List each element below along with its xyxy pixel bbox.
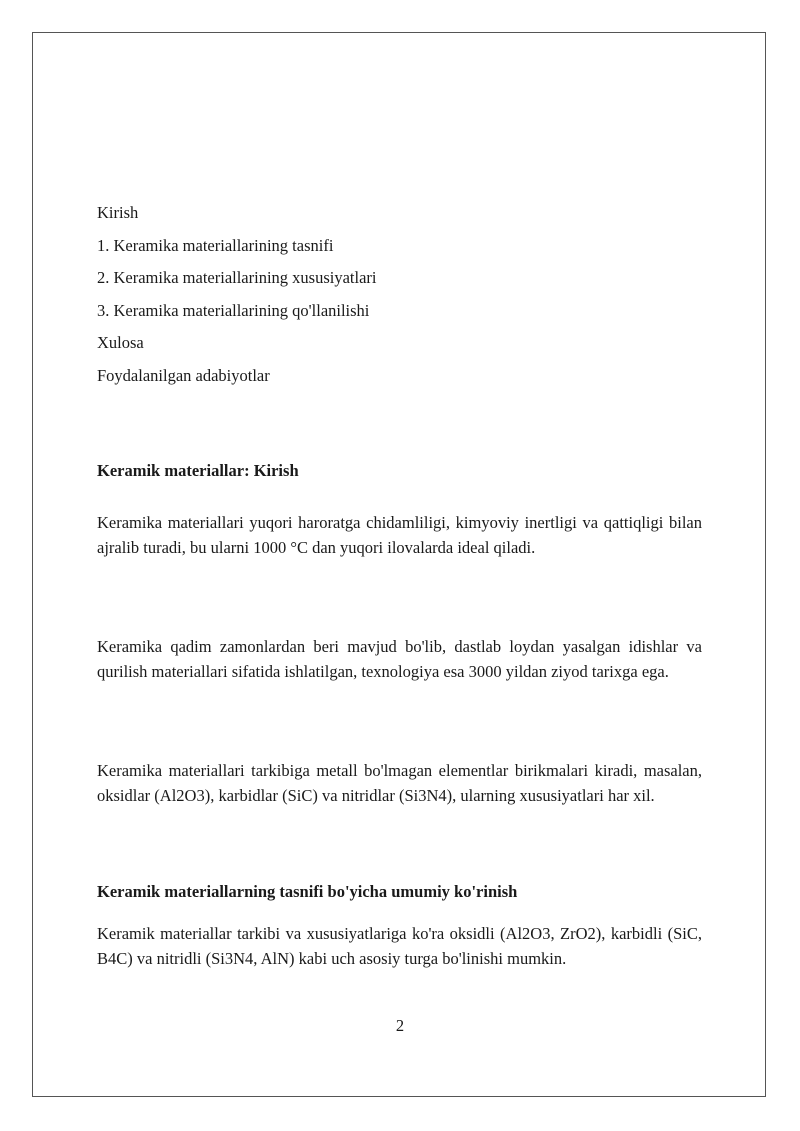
toc-item-conclusion: Xulosa [97, 333, 144, 352]
page-number: 2 [395, 1016, 405, 1035]
toc-item-references: Foydalanilgan adabiyotlar [97, 365, 270, 385]
paragraph-classification: Keramik materiallar tarkibi va xususiyatlariga ko'ra oksidli (Al2O3, ZrO2), karbidli (SiC, B4C) va nitridli (Si3N4, AlN) kabi uch asosiy turga bo'linishi mumkin. [97, 924, 702, 968]
toc-item-applications: 3. Keramika materiallarining qo'llanilishi [97, 300, 370, 320]
toc-item-introduction: Kirish [97, 203, 139, 222]
section-heading-classification: Keramik materiallarning tasnifi bo'yicha umumiy ko'rinish [97, 882, 518, 901]
paragraph-properties: Keramika materiallari yuqori haroratga chidamliligi, kimyoviy inertligi va qattiqligi bilan ajralib turadi, bu ularni 1000 °C dan yuqori ilovalarda ideal qiladi. [97, 513, 702, 557]
toc-item-properties: 2. Keramika materiallarining xususiyatlari [97, 268, 377, 287]
paragraph-composition: Keramika materiallari tarkibiga metall bo'lmagan elementlar birikmalari kiradi, masalan, oksidlar (Al2O3), karbidlar (SiC) va nitridlar (Si3N4), ularning xususiyatlari har xil. [97, 761, 702, 805]
paragraph-history: Keramika qadim zamonlardan beri mavjud bo'lib, dastlab loydan yasalgan idishlar va qurilish materiallari sifatida ishlatilgan, texnologiya esa 3000 yildan ziyod tarixga ega. [97, 637, 702, 681]
toc-item-classification: 1. Keramika materiallarining tasnifi [97, 235, 334, 255]
section-heading-introduction: Keramik materiallar: Kirish [97, 461, 299, 480]
table-of-contents [97, 200, 702, 395]
